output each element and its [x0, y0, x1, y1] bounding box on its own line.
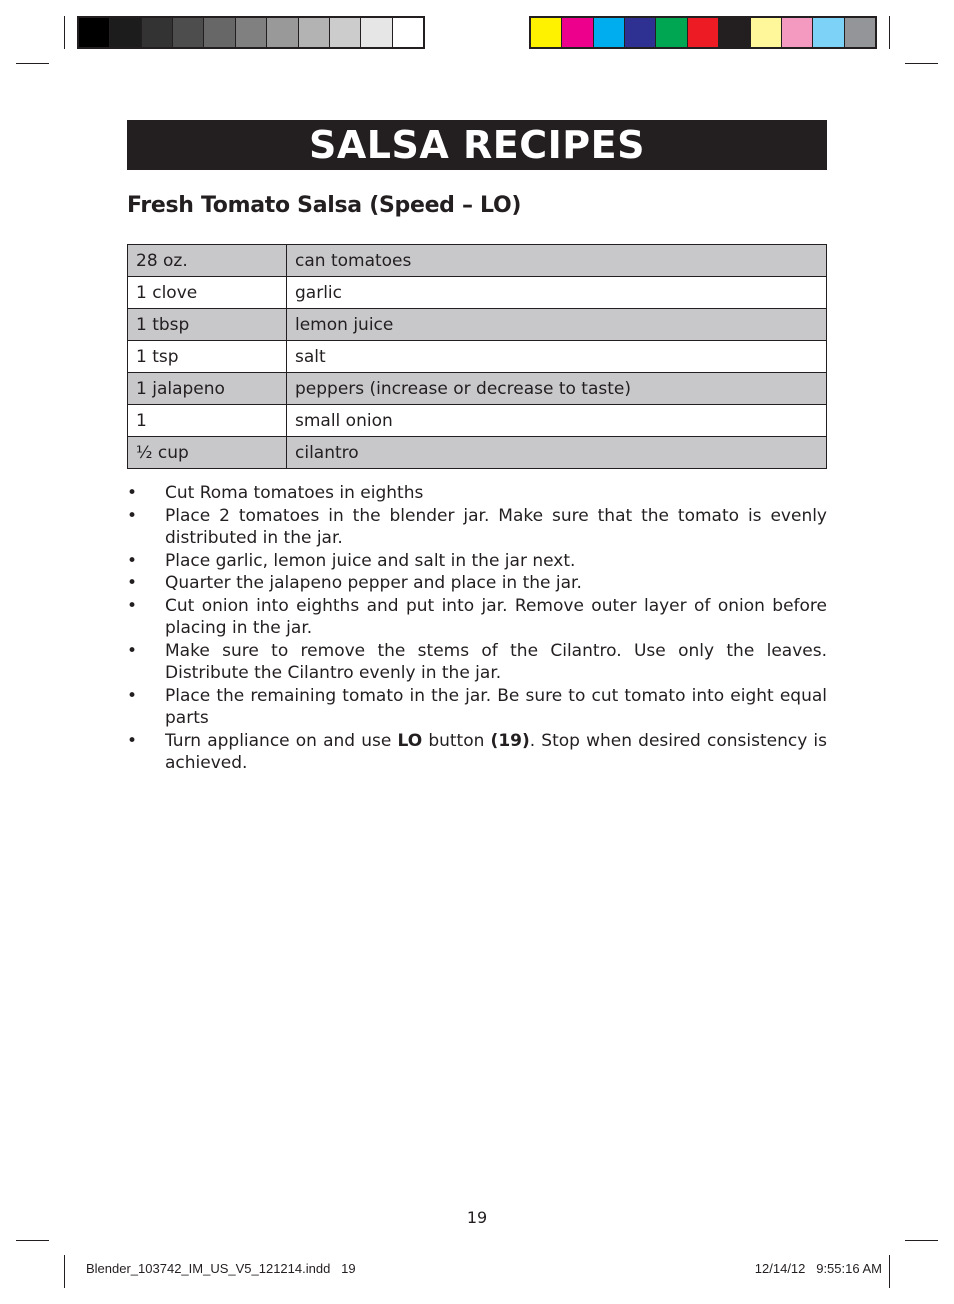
ingredient-quantity: 1 clove [128, 277, 287, 309]
step-text: Place 2 tomatoes in the blender jar. Make sure that the tomato is evenly distributed in the jar. [165, 505, 827, 548]
color-swatch [813, 18, 844, 47]
list-item [127, 505, 827, 550]
table-row [128, 245, 827, 277]
crop-mark [16, 1240, 49, 1241]
list-item [127, 595, 827, 640]
list-item [127, 550, 827, 573]
ingredient-item: small onion [287, 405, 827, 437]
color-swatch [330, 18, 361, 47]
color-swatch [751, 18, 782, 47]
ingredient-item: salt [287, 341, 827, 373]
crop-mark [889, 16, 890, 49]
color-swatch [79, 18, 110, 47]
ingredient-quantity: 1 tsp [128, 341, 287, 373]
crop-mark [905, 1240, 938, 1241]
table-row [128, 373, 827, 405]
bullet: • [127, 573, 138, 593]
bullet: • [127, 595, 138, 616]
step-text: Cut onion into eighths and put into jar. Remove outer layer of onion before placing in the jar. [165, 595, 827, 638]
color-swatch [594, 18, 625, 47]
ingredients-table [127, 244, 827, 469]
step-text-part: . Stop when desired consistency is achieved. [165, 730, 827, 773]
bullet: • [127, 685, 138, 706]
step-text: Place the remaining tomato in the jar. Be sure to cut tomato into eight equal parts [165, 685, 827, 728]
step-text-part: button [422, 730, 491, 751]
color-swatch [299, 18, 330, 47]
ingredient-item: cilantro [287, 437, 827, 469]
bullet: • [127, 730, 138, 751]
lo-button-label: LO [397, 730, 423, 751]
crop-mark [16, 63, 49, 64]
table-row [128, 277, 827, 309]
bullet: • [127, 483, 138, 503]
file-slug: Blender_103742_IM_US_V5_121214.indd 19 [86, 1261, 356, 1276]
ingredient-quantity: 28 oz. [128, 245, 287, 277]
ingredient-quantity: 1 tbsp [128, 309, 287, 341]
color-swatch [173, 18, 204, 47]
crop-mark [905, 63, 938, 64]
color-swatch [625, 18, 656, 47]
grayscale-calibration-bar [77, 16, 425, 49]
color-swatch [142, 18, 173, 47]
bullet: • [127, 550, 138, 571]
page-number: 19 [466, 1208, 488, 1227]
ingredient-item: garlic [287, 277, 827, 309]
list-item [127, 640, 827, 685]
crop-mark [889, 1255, 890, 1288]
color-swatch [782, 18, 813, 47]
color-swatch [719, 18, 750, 47]
color-swatch [656, 18, 687, 47]
print-timestamp: 12/14/12 9:55:16 AM [754, 1261, 882, 1276]
color-swatch [267, 18, 298, 47]
step-text: Cut Roma tomatoes in eighths [165, 483, 424, 503]
list-item [127, 730, 827, 775]
bullet: • [127, 505, 138, 526]
color-calibration-bar [529, 16, 877, 49]
step-text [165, 731, 827, 774]
step-text: Make sure to remove the stems of the Cilantro. Use only the leaves. Distribute the Cilantro evenly in the jar. [165, 640, 827, 683]
step-text: Quarter the jalapeno pepper and place in the jar. [165, 573, 582, 593]
ingredient-item: lemon juice [287, 309, 827, 341]
list-item [127, 572, 827, 595]
page-title: SALSA RECIPES [127, 120, 827, 170]
table-row [128, 341, 827, 373]
ingredient-item: can tomatoes [287, 245, 827, 277]
color-swatch [204, 18, 235, 47]
bullet: • [127, 640, 138, 661]
step-text: Place garlic, lemon juice and salt in the jar next. [165, 550, 576, 571]
list-item [127, 482, 827, 505]
crop-mark [64, 16, 65, 49]
step-text-part: Turn appliance on and use [165, 730, 398, 751]
color-swatch [393, 18, 423, 47]
color-swatch [845, 18, 875, 47]
recipe-title: Fresh Tomato Salsa (Speed – LO) [127, 193, 522, 218]
table-row [128, 405, 827, 437]
color-swatch [361, 18, 392, 47]
ingredient-quantity: 1 [128, 405, 287, 437]
crop-mark [64, 1255, 65, 1288]
list-item [127, 685, 827, 730]
color-swatch [236, 18, 267, 47]
color-swatch [531, 18, 562, 47]
table-row [128, 437, 827, 469]
color-swatch [688, 18, 719, 47]
button-reference-number: (19) [490, 730, 530, 751]
instructions-list [127, 482, 827, 775]
color-swatch [110, 18, 141, 47]
ingredient-quantity: ½ cup [128, 437, 287, 469]
ingredient-item: peppers (increase or decrease to taste) [287, 373, 827, 405]
ingredient-quantity: 1 jalapeno [128, 373, 287, 405]
color-swatch [562, 18, 593, 47]
table-row [128, 309, 827, 341]
